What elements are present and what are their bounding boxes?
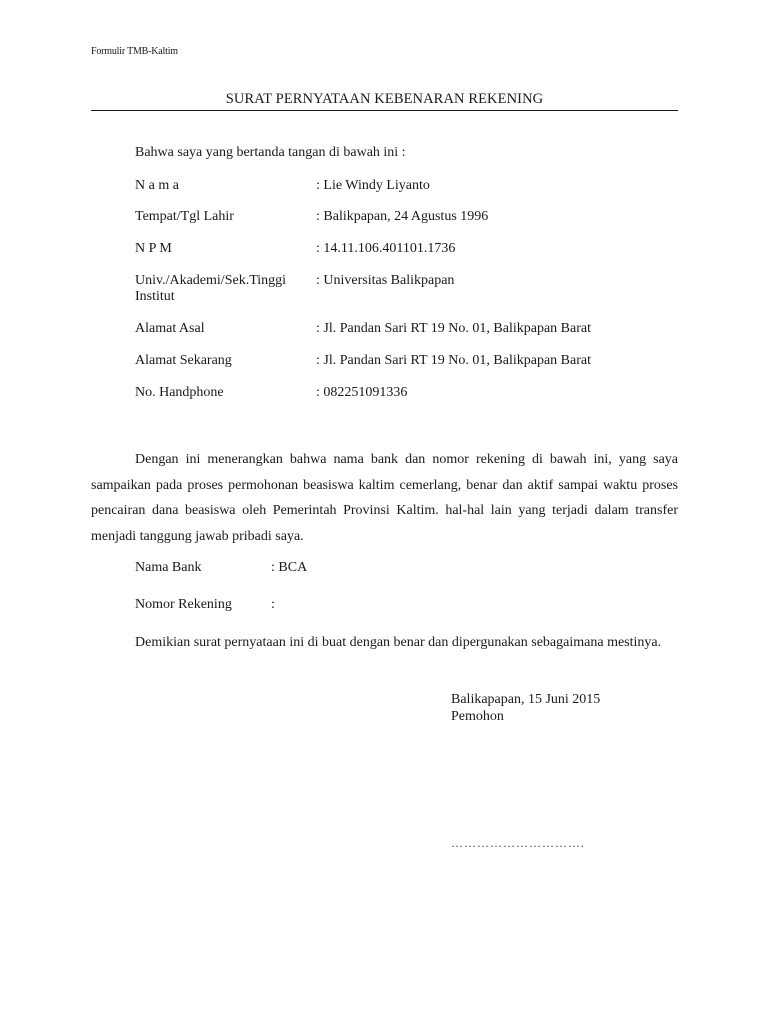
statement-paragraph: Dengan ini menerangkan bahwa nama bank dan nomor rekening di bawah ini, yang saya sampaikan pada proses permohonan beasiswa kaltim cemerlang, benar dan aktif sampai waktu proses pencairan dana beasiswa oleh Pemerintah Provinsi Kaltim. hal-hal lain yang terjadi dalam transfer menjadi tanggung jawab pribadi saya. — [91, 452, 678, 544]
identity-label: Alamat Asal — [135, 321, 205, 336]
bank-value: : — [271, 597, 275, 612]
place-date: Balikapapan, 15 Juni 2015 — [451, 692, 601, 707]
identity-value: : Balikpapan, 24 Agustus 1996 — [316, 209, 489, 224]
identity-value: : Lie Windy Liyanto — [316, 178, 430, 193]
identity-value: : Jl. Pandan Sari RT 19 No. 01, Balikpapan Barat — [316, 321, 591, 336]
signature-line: …………………………. — [451, 836, 585, 850]
identity-label: N a m a — [135, 178, 179, 193]
identity-value: : Universitas Balikpapan — [316, 273, 455, 288]
closing-statement: Demikian surat pernyataan ini di buat dengan benar dan dipergunakan sebagaimana mestinya. — [135, 635, 662, 650]
identity-value: : Jl. Pandan Sari RT 19 No. 01, Balikpapan Barat — [316, 353, 591, 368]
identity-value: : 082251091336 — [316, 385, 408, 400]
signer-role: Pemohon — [451, 709, 504, 724]
form-label: Formulir TMB-Kaltim — [91, 46, 178, 57]
title-underline — [91, 110, 678, 111]
identity-value: : 14.11.106.401101.1736 — [316, 241, 456, 256]
document-title: SURAT PERNYATAAN KEBENARAN REKENING — [225, 91, 544, 107]
identity-label: Alamat Sekarang — [135, 353, 232, 368]
identity-label: Tempat/Tgl Lahir — [135, 209, 234, 224]
signature-block — [451, 691, 600, 725]
bank-value: : BCA — [271, 560, 308, 575]
intro-text: Bahwa saya yang bertanda tangan di bawah ini : — [135, 145, 406, 160]
bank-label: Nama Bank — [135, 560, 202, 575]
identity-label: Univ./Akademi/Sek.Tinggi Institut — [135, 273, 287, 304]
identity-label: N P M — [135, 241, 172, 256]
identity-label: No. Handphone — [135, 385, 224, 400]
bank-label: Nomor Rekening — [135, 597, 232, 612]
